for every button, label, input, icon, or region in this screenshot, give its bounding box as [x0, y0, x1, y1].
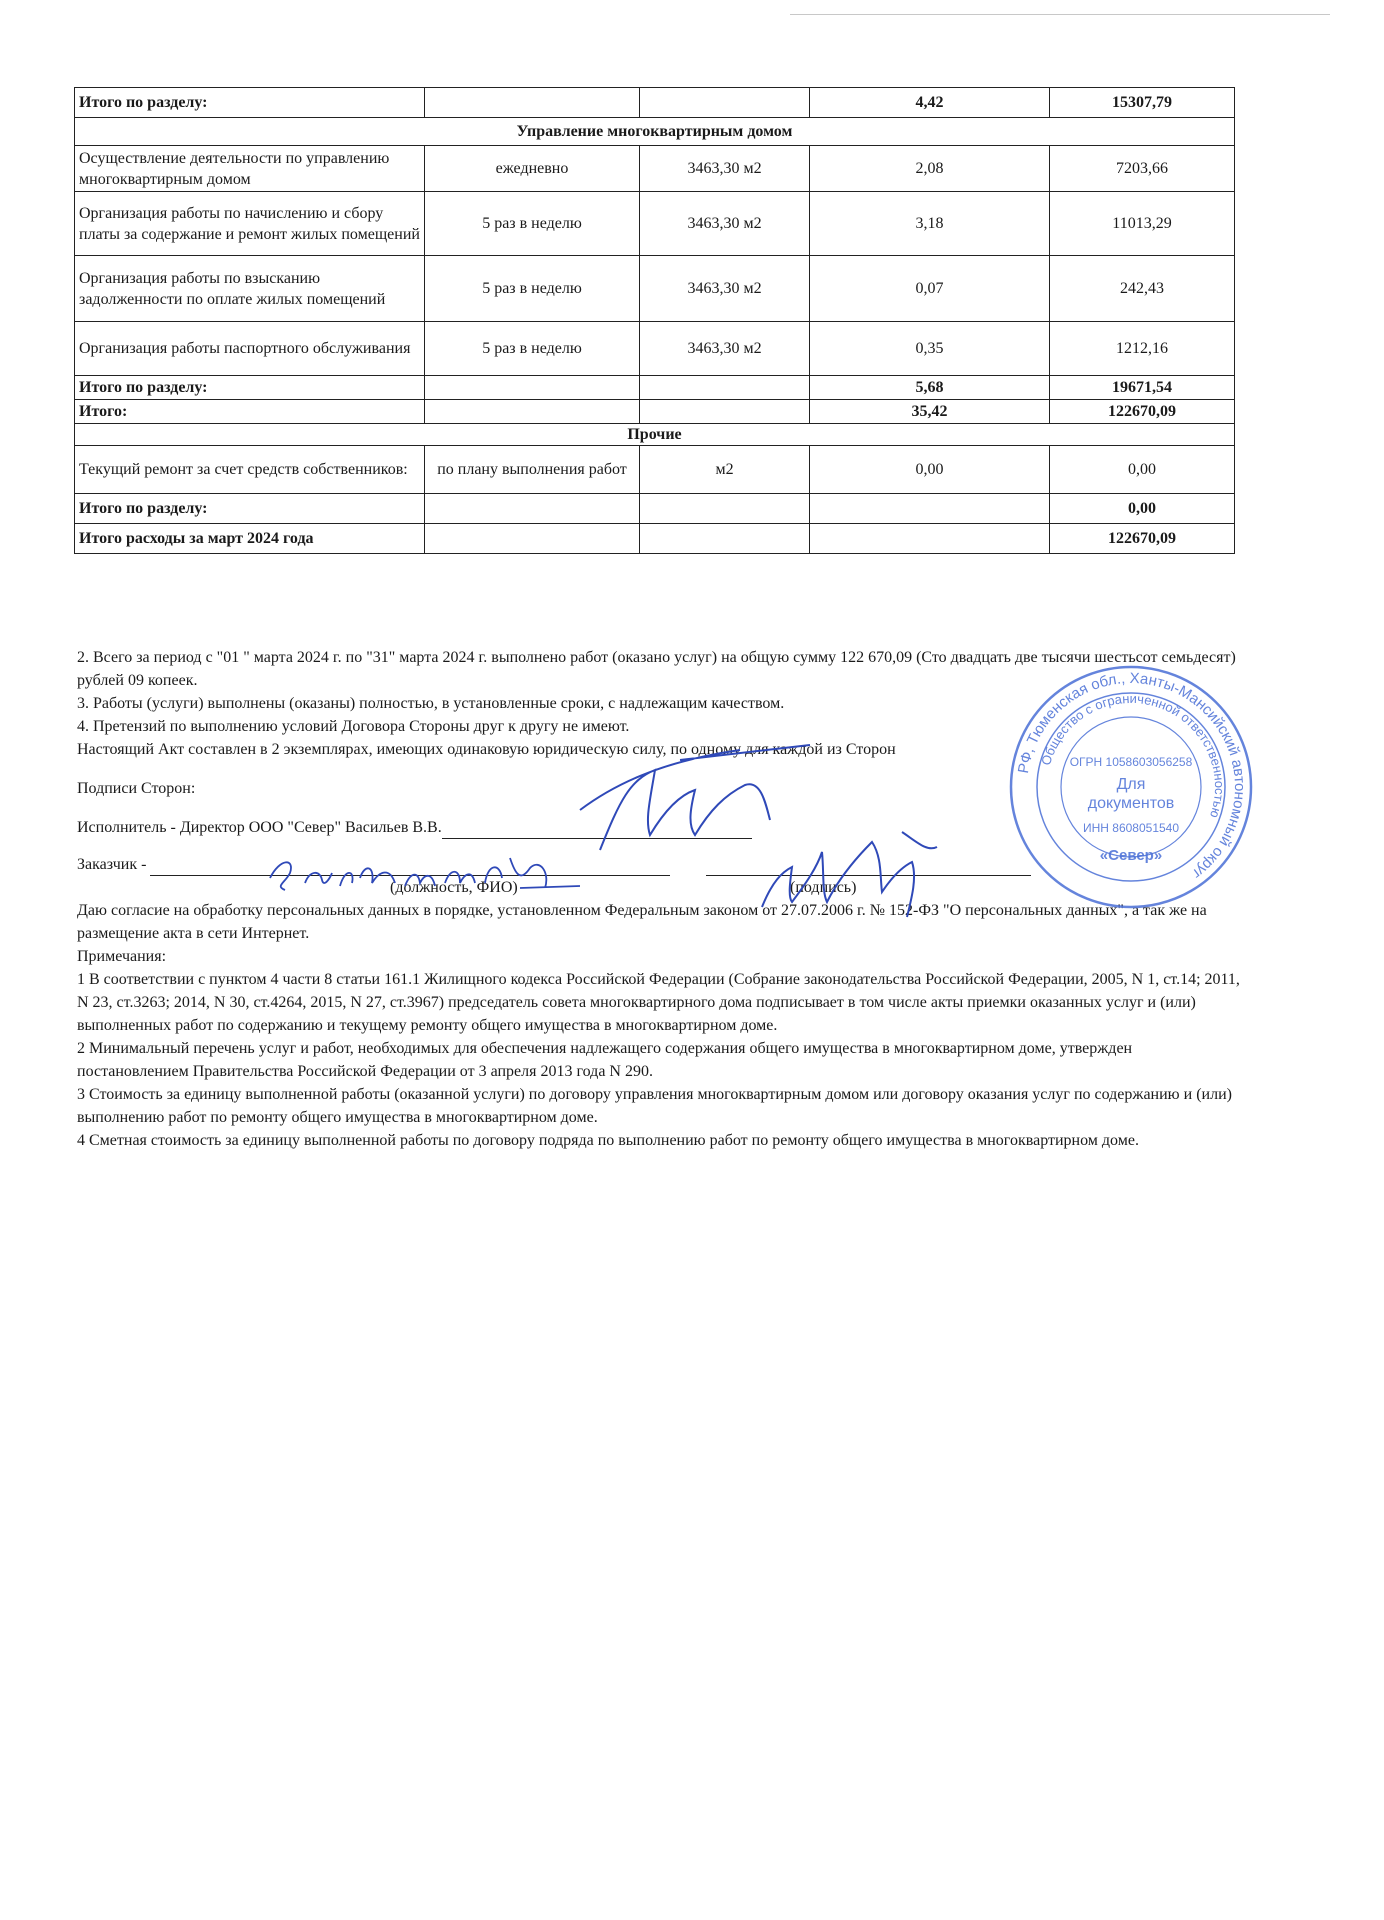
- customer-signature: [752, 822, 952, 932]
- signatures-title: Подписи Сторон:: [77, 780, 196, 797]
- total-row: [75, 400, 1235, 424]
- cell-area: м2: [640, 446, 810, 494]
- note-1: 1 В соответствии с пунктом 4 части 8 статьи 161.1 Жилищного кодекса Российской Федерации (Собрание законодательства Российской Федерации, 2005, N 1, ст.14; 2011, N 23, ст.3263; 2014, N 30, ст.4264, 2015, N 27, ст.3967) председатель совета многоквартирного дома подписывает в том числе акты приемки оказанных услуг и (или) выполненных работ по содержанию и текущему ремонту общего имущества в многоквартирном доме.: [77, 971, 1240, 1034]
- total-row: [75, 376, 1235, 400]
- customer-handwritten-name: [260, 848, 590, 898]
- stamp-inner-text: Общество с ограниченной ответственностью: [1038, 690, 1228, 820]
- cell-name: Осуществление деятельности по управлению многоквартирным домом: [75, 146, 425, 192]
- cell-sum: 0,00: [1050, 494, 1235, 524]
- section-title: Прочие: [75, 424, 1235, 446]
- stamp-ring-text: РФ, Тюменская обл., Ханты-Мансийский автономный округ: [1014, 669, 1249, 883]
- cell-frequency: ежедневно: [425, 146, 640, 192]
- cell-area: 3463,30 м2: [640, 146, 810, 192]
- note-4: 4 Сметная стоимость за единицу выполненной работы по договору подряда по выполнению работ по ремонту общего имущества в многоквартирном доме.: [77, 1132, 1139, 1149]
- total-row: [75, 88, 1235, 118]
- cell-name: Организация работы по начислению и сбору платы за содержание и ремонт жилых помещений: [75, 192, 425, 256]
- cell-frequency: [425, 88, 640, 118]
- cell-rate: 3,18: [810, 192, 1050, 256]
- table-row: [75, 256, 1235, 322]
- section-header-row: [75, 424, 1235, 446]
- cell-name: Итого по разделу:: [75, 88, 425, 118]
- cell-name: Итого расходы за март 2024 года: [75, 524, 425, 554]
- cell-rate: 2,08: [810, 146, 1050, 192]
- cell-name: Итого по разделу:: [75, 494, 425, 524]
- cell-name: Текущий ремонт за счет средств собственников:: [75, 446, 425, 494]
- section-header-row: [75, 118, 1235, 146]
- stamp-center-2: документов: [1087, 795, 1175, 812]
- cell-area: [640, 376, 810, 400]
- consent-paragraph: Даю согласие на обработку персональных данных в порядке, установленном Федеральным законом от 27.07.2006 г. № 152-ФЗ "О персональных данных", а так же на размещение акта в сети Интернет.: [77, 902, 1207, 942]
- cell-area: 3463,30 м2: [640, 192, 810, 256]
- cell-rate: [810, 494, 1050, 524]
- table-row: [75, 192, 1235, 256]
- scan-top-line: [790, 14, 1330, 15]
- company-stamp: [1006, 662, 1256, 912]
- note-3: 3 Стоимость за единицу выполненной работы (оказанной услуги) по договору управления многоквартирным домом или договору оказания услуг по содержанию и (или) выполнению работ по ремонту общего имущества в многоквартирном доме.: [77, 1086, 1232, 1126]
- stamp-ogrn: ОГРН 1058603056258: [1069, 755, 1193, 769]
- cell-rate: 0,35: [810, 322, 1050, 376]
- cell-sum: 122670,09: [1050, 524, 1235, 554]
- paragraph-4: 4. Претензий по выполнению условий Договора Стороны друг к другу не имеют.: [77, 718, 630, 735]
- cell-rate: 0,00: [810, 446, 1050, 494]
- cell-sum: 0,00: [1050, 446, 1235, 494]
- cell-frequency: 5 раз в неделю: [425, 192, 640, 256]
- paragraph-3: 3. Работы (услуги) выполнены (оказаны) полностью, в установленные сроки, с надлежащим качеством.: [77, 695, 785, 712]
- cell-sum: 122670,09: [1050, 400, 1235, 424]
- cell-area: [640, 400, 810, 424]
- cell-frequency: [425, 494, 640, 524]
- total-row: [75, 524, 1235, 554]
- cell-sum: 242,43: [1050, 256, 1235, 322]
- cell-frequency: 5 раз в неделю: [425, 256, 640, 322]
- cell-frequency: 5 раз в неделю: [425, 322, 640, 376]
- cell-rate: 35,42: [810, 400, 1050, 424]
- cell-rate: 0,07: [810, 256, 1050, 322]
- cell-rate: 5,68: [810, 376, 1050, 400]
- cell-area: [640, 88, 810, 118]
- cell-sum: 7203,66: [1050, 146, 1235, 192]
- cell-rate: [810, 524, 1050, 554]
- cell-frequency: [425, 376, 640, 400]
- cell-sum: 15307,79: [1050, 88, 1235, 118]
- table-row: [75, 146, 1235, 192]
- cell-sum: 19671,54: [1050, 376, 1235, 400]
- caption-signature: (подпись): [790, 879, 857, 896]
- cell-sum: 11013,29: [1050, 192, 1235, 256]
- cell-rate: 4,42: [810, 88, 1050, 118]
- cell-frequency: по плану выполнения работ: [425, 446, 640, 494]
- stamp-center-1: Для: [1116, 776, 1146, 793]
- section-title: Управление многоквартирным домом: [75, 118, 1235, 146]
- stamp-name: «Север»: [1099, 847, 1163, 864]
- cell-name: Организация работы паспортного обслуживания: [75, 322, 425, 376]
- total-row: [75, 494, 1235, 524]
- copies-paragraph: Настоящий Акт составлен в 2 экземплярах, имеющих одинаковую юридическую силу, по одному для каждой из Сторон: [77, 741, 896, 758]
- table-row: [75, 446, 1235, 494]
- cell-area: [640, 524, 810, 554]
- cell-name: Итого по разделу:: [75, 376, 425, 400]
- paragraph-2: 2. Всего за период с "01 " марта 2024 г. по "31" марта 2024 г. выполнено работ (оказано услуг) на общую сумму 122 670,09 (Сто двадцать две тысячи шестьсот семьдесят) рублей 09 копеек.: [77, 649, 1236, 689]
- cell-frequency: [425, 400, 640, 424]
- cell-sum: 1212,16: [1050, 322, 1235, 376]
- customer-label: Заказчик -: [77, 856, 147, 873]
- note-2: 2 Минимальный перечень услуг и работ, необходимых для обеспечения надлежащего содержания общего имущества в многоквартирном доме, утвержден постановлением Правительства Российской Федерации от 3 апреля 2013 года N 290.: [77, 1040, 1133, 1080]
- executor-label: Исполнитель - Директор ООО "Север" Васильев В.В.: [77, 819, 442, 836]
- caption-position: (должность, ФИО): [390, 879, 518, 896]
- cell-frequency: [425, 524, 640, 554]
- cell-area: 3463,30 м2: [640, 256, 810, 322]
- stamp-inn: ИНН 8608051540: [1082, 821, 1180, 835]
- cell-area: 3463,30 м2: [640, 322, 810, 376]
- table-row: [75, 322, 1235, 376]
- cell-area: [640, 494, 810, 524]
- cell-name: Итого:: [75, 400, 425, 424]
- expenses-table: [74, 87, 1235, 554]
- notes-title: Примечания:: [77, 948, 167, 965]
- cell-name: Организация работы по взысканию задолженности по оплате жилых помещений: [75, 256, 425, 322]
